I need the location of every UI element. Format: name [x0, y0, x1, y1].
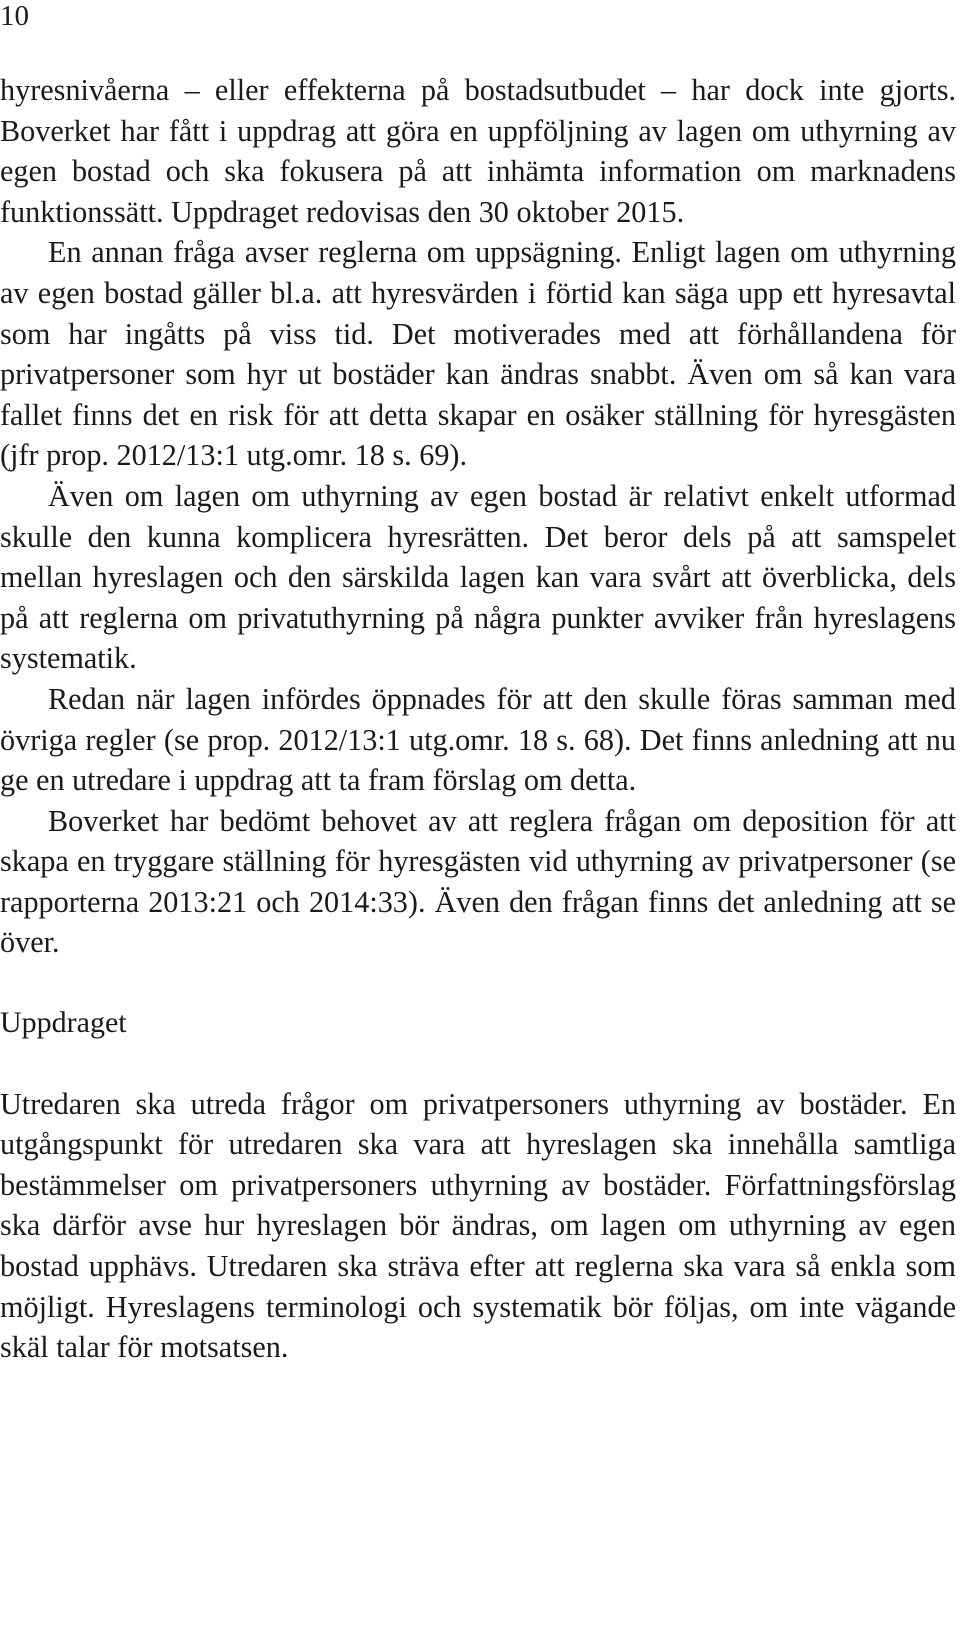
paragraph-4: Redan när lagen infördes öppnades för att den skulle föras samman med övriga regler (se prop. 2012/13:1 utg.omr. 18 s. 68). Det finns anledning att nu ge en utredare i uppdrag att ta fram förslag om detta. [0, 681, 956, 798]
page-number: 10 [0, 0, 29, 32]
paragraph-5: Boverket har bedömt behovet av att reglera frågan om deposition för att skapa en tryggare ställning för hyresgästen vid uthyrning av privatpersoner (se rapporterna 2013:21 och 2014:33). Även den frågan finns det anledning att se över. [0, 803, 956, 960]
paragraph-1: hyresnivåerna – eller effekterna på bostadsutbudet – har dock inte gjorts. Boverket har fått i uppdrag att göra en uppföljning av lagen om uthyrning av egen bostad och ska fokusera på att inhämta information om marknadens funktionssätt. Uppdraget redovisas den 30 oktober 2015. [0, 73, 956, 229]
paragraph-3: Även om lagen om uthyrning av egen bostad är relativt enkelt utformad skulle den kunna komplicera hyresrätten. Det beror dels på att samspelet mellan hyreslagen och den särskilda lagen kan vara svårt att överblicka, dels på att reglerna om privatuthyrning på några punkter avviker från hyreslagens systematik. [0, 478, 956, 676]
body-text [0, 70, 956, 1368]
section-paragraph: Utredaren ska utreda frågor om privatpersoners uthyrning av bostäder. En utgångspunkt för utredaren ska vara att hyreslagen ska innehålla samtliga bestämmelser om privatpersoners uthyrning av bostäder. Författningsförslag ska därför avse hur hyreslagen bör ändras, om lagen om uthyrning av egen bostad upphävs. Utredaren ska sträva efter att reglerna ska vara så enkla som möjligt. Hyreslagens terminologi och systematik bör följas, om inte vägande skäl talar för motsatsen. [0, 1086, 956, 1365]
paragraph-2: En annan fråga avser reglerna om uppsägning. Enligt lagen om uthyrning av egen bostad gäller bl.a. att hyresvärden i förtid kan säga upp ett hyresavtal som har ingåtts på viss tid. Det motiverades med att förhållandena för privatpersoner som hyr ut bostäder kan ändras snabbt. Även om så kan vara fallet finns det en risk för att detta skapar en osäker ställning för hyresgästen (jfr prop. 2012/13:1 utg.omr. 18 s. 69). [0, 235, 956, 473]
section-heading: Uppdraget [0, 1006, 127, 1040]
